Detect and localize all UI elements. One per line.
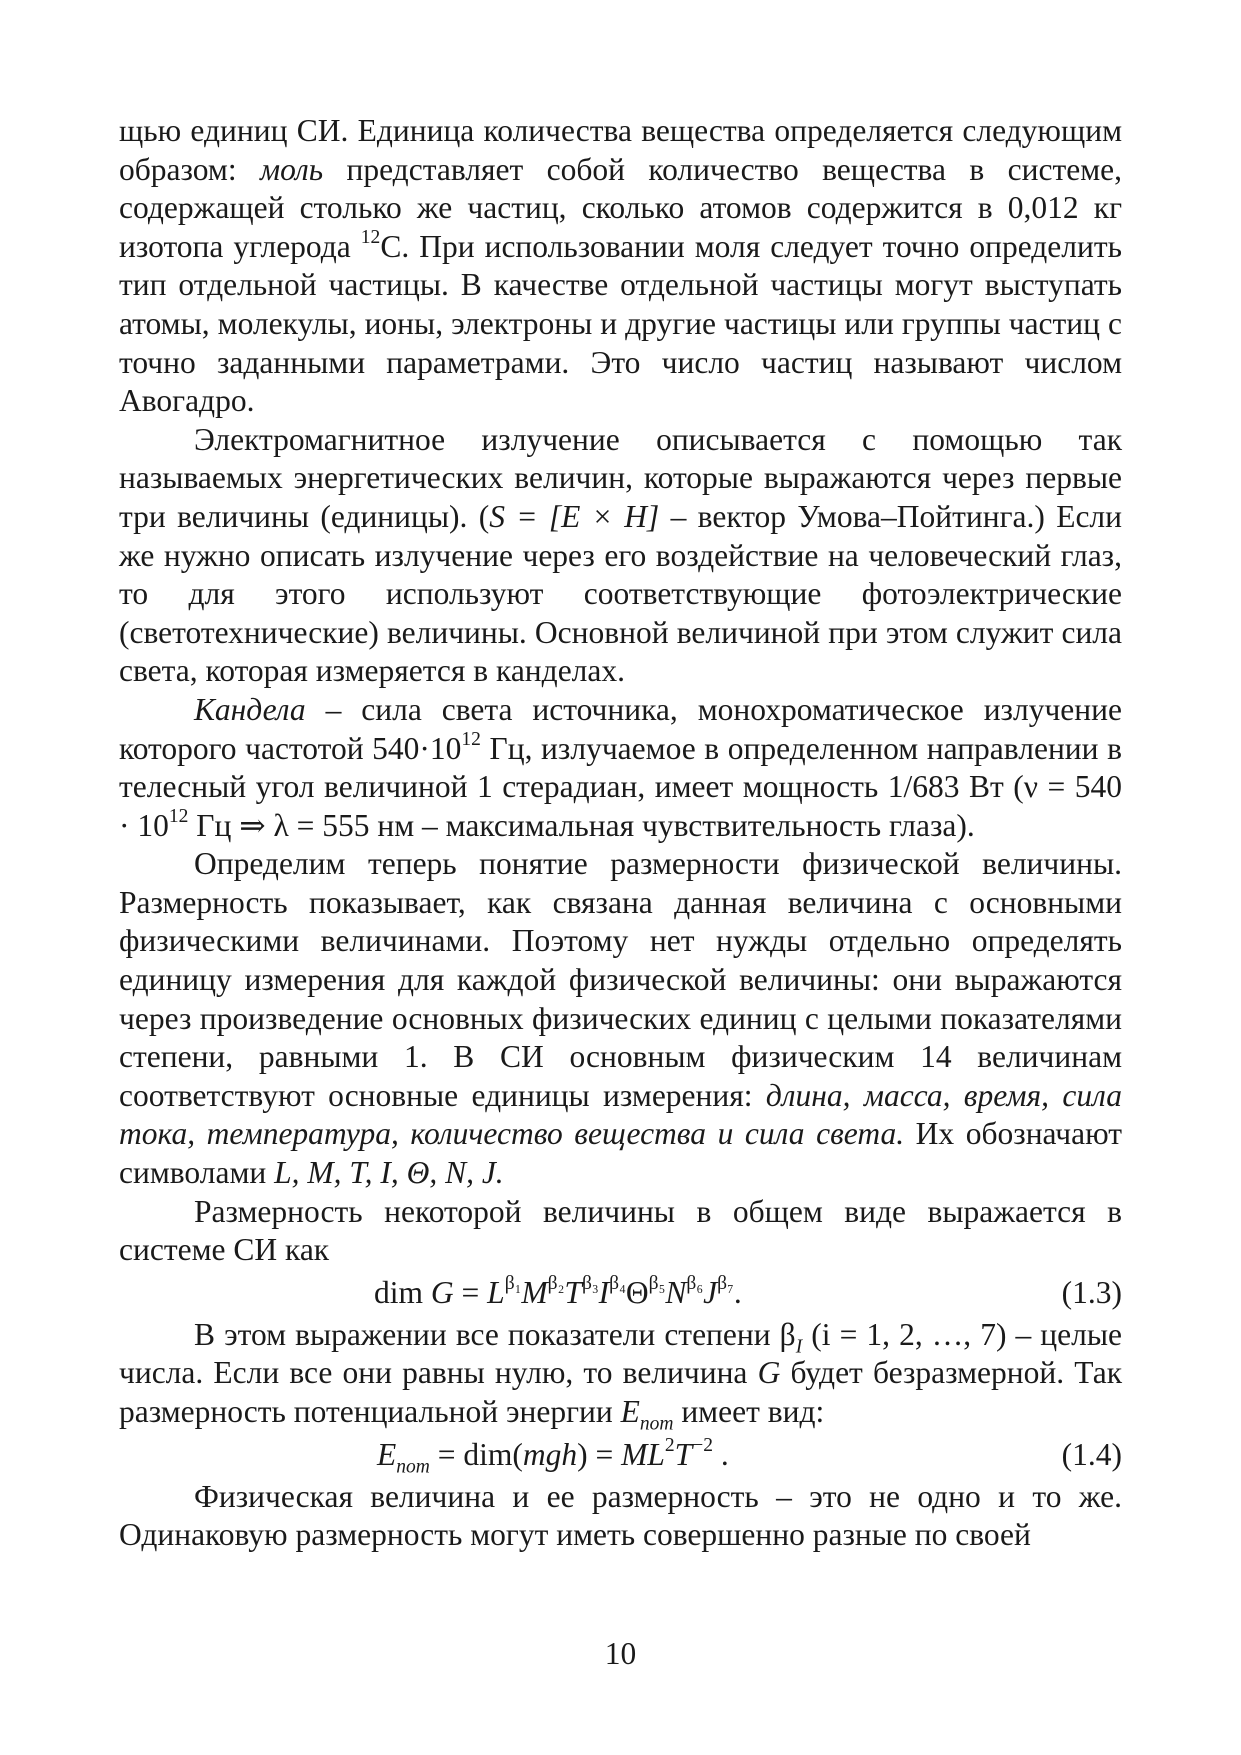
page-body	[119, 112, 1122, 1555]
symbol: N	[665, 1274, 687, 1310]
symbol: E	[377, 1436, 397, 1472]
paragraph-3	[119, 691, 1122, 845]
text: Определим теперь понятие размерности физической величины. Размерность показывает, как связана данная величина с основными физическими величинами. Поэтому нет нужды отдельно определять единицу измерения для каждой физической величины: они выражаются через произведение основных физических единиц с целыми показателями степени, равными 1. В СИ основным физическим 14 величинам соответствуют основные единицы измерения:	[119, 846, 1122, 1113]
symbol: I	[598, 1274, 610, 1310]
formula-1-3	[119, 1270, 1122, 1316]
exponent: β₄	[609, 1273, 626, 1295]
symbol: J	[703, 1274, 718, 1310]
symbol: Θ	[625, 1274, 649, 1310]
base-symbols: L, M, T, I, Θ, N, J.	[274, 1155, 504, 1191]
text: (i = 1, 2, …, 7) – целые числа. Если все они равны нулю, то величина	[119, 1316, 1123, 1391]
page-number: 10	[604, 1636, 637, 1671]
symbol: G	[430, 1274, 454, 1310]
symbol: M	[521, 1274, 548, 1310]
formula-expression	[377, 1432, 729, 1478]
symbol: L	[487, 1274, 505, 1310]
text: щью единиц СИ. Единица количества вещества определяется следующим образом:	[119, 113, 1122, 187]
term-kandela: Кандела	[194, 691, 306, 727]
text: Их обозначают символами	[119, 1116, 1122, 1191]
exponent: β₁	[504, 1273, 522, 1295]
term-mol: моль	[259, 151, 324, 187]
text: Гц, излучаемое в определенном направлении в телесный угол величиной 1 стерадиан, имеет мощность 1/683 Вт (ν = 540 · 10	[119, 730, 1122, 843]
text: В этом выражении все показатели степени β	[194, 1316, 796, 1352]
paragraph-7: Физическая величина и ее размерность – это не одно и то же. Одинаковую размерность могут иметь совершенно разные по своей	[119, 1478, 1122, 1553]
text: представляет собой количество вещества в системе, содержащей столько же частиц, сколько атомов содержится в 0,012 кг изотопа углерода	[119, 151, 1122, 264]
exponent: −2	[692, 1435, 713, 1457]
formula-1-4	[119, 1432, 1122, 1478]
symbol: mgh	[522, 1436, 578, 1472]
exponent: 12	[168, 806, 189, 828]
subscript: I	[795, 1336, 803, 1358]
formula-expression	[374, 1270, 742, 1316]
symbol: ML	[621, 1436, 665, 1472]
paragraph-5: Размерность некоторой величины в общем виде выражается в системе СИ как	[119, 1193, 1122, 1268]
text: Гц ⇒ λ = 555 нм – максимальная чувствительность глаза).	[188, 807, 975, 843]
dim-operator: dim	[374, 1274, 424, 1310]
paragraph-1	[119, 112, 1122, 421]
subscript: пот	[396, 1455, 430, 1477]
period: .	[712, 1436, 729, 1472]
text: ) =	[577, 1436, 622, 1472]
paragraph-4	[119, 845, 1122, 1192]
exponent: β₆	[686, 1273, 704, 1295]
text: – сила света источника, монохроматическое излучение которого частотой 540·10	[119, 691, 1122, 766]
text: – вектор Умова–Пойтинга.) Если же нужно описать излучение через его воздействие на человеческий глаз, то для этого используют соответствующие фотоэлектрические (светотехнические) величины. Основной величиной при этом служит сила света, которая измеряется в канделах.	[119, 498, 1122, 689]
equation-number: (1.4)	[1061, 1436, 1122, 1472]
text: имеет вид:	[673, 1394, 825, 1429]
exponent: β₃	[581, 1273, 599, 1295]
exponent: 2	[664, 1435, 675, 1457]
text: Электромагнитное излучение описывается с помощью так называемых энергетических величин, которые выражаются через первые три величины (единицы). (	[119, 421, 1122, 534]
exponent: 12	[461, 729, 481, 751]
exponent: β₇	[717, 1273, 734, 1295]
symbol: T	[674, 1436, 693, 1472]
base-quantities-list: длина, масса, время, сила тока, температура, количество вещества и сила света.	[119, 1077, 1122, 1152]
symbol: G	[757, 1355, 781, 1391]
exponent: β₂	[547, 1273, 565, 1295]
equals: =	[453, 1274, 488, 1310]
symbol: E	[620, 1394, 640, 1429]
text: С. При использовании моля следует точно определить тип отдельной частицы. В качестве отдельной частицы могут выступать атомы, молекулы, ионы, электроны и другие частицы или группы частиц с точно заданными параметрами. Это число частиц называют числом Авогадро.	[119, 228, 1122, 419]
poynting-formula: S = [E × H]	[489, 498, 660, 534]
exponent: β₅	[648, 1273, 666, 1295]
paragraph-2	[119, 421, 1122, 691]
equation-number: (1.3)	[1061, 1274, 1122, 1310]
isotope-superscript: 12	[360, 227, 381, 249]
symbol: T	[564, 1274, 582, 1310]
text: будет безразмерной. Так размерность потенциальной энергии	[119, 1355, 1123, 1429]
subscript: пот	[639, 1413, 674, 1435]
period: .	[733, 1274, 742, 1310]
text: = dim(	[429, 1436, 523, 1472]
paragraph-6	[119, 1316, 1123, 1435]
